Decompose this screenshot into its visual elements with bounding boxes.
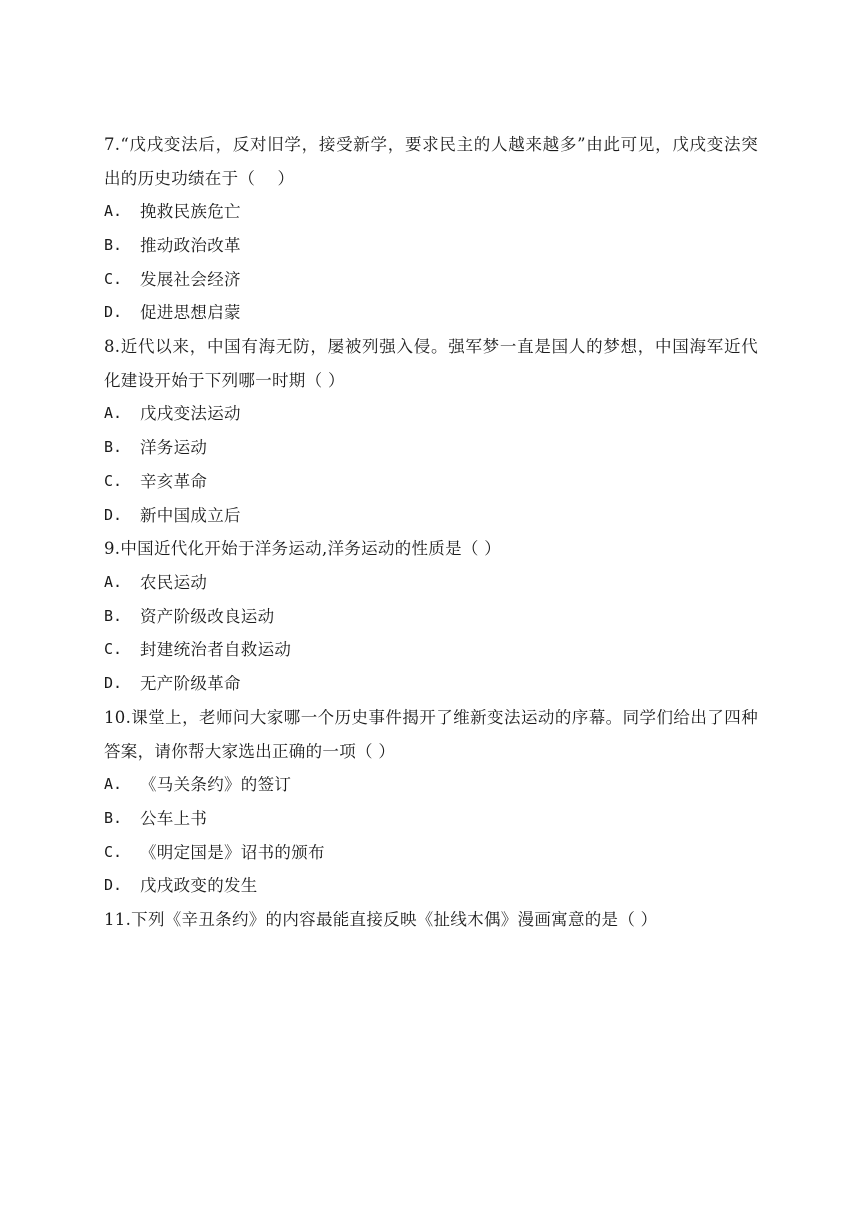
option-text: 辛亥革命 — [140, 471, 208, 491]
option-text: 公车上书 — [140, 808, 208, 828]
question-stem: 10.课堂上，老师问大家哪一个历史事件揭开了维新变法运动的序幕。同学们给出了四种答案，请你帮大家选出正确的一项（ ） — [104, 708, 758, 761]
option-letter: B. — [104, 235, 123, 254]
option-letter: C. — [104, 842, 123, 861]
option-d — [104, 499, 758, 533]
question-11 — [104, 903, 758, 937]
option-text: 新中国成立后 — [140, 505, 241, 525]
option-a — [104, 768, 758, 802]
option-text: 《马关条约》的签订 — [140, 775, 292, 795]
option-text: 戊戌变法运动 — [140, 404, 241, 424]
option-text: 封建统治者自救运动 — [140, 640, 292, 660]
option-letter: B. — [104, 437, 123, 456]
question-stem: 7.“戊戌变法后，反对旧学，接受新学，要求民主的人越来越多”由此可见，戊戌变法突出的历史功绩在于（ ） — [104, 135, 758, 188]
option-d — [104, 869, 758, 903]
question-stem: 11.下列《辛丑条约》的内容最能直接反映《扯线木偶》漫画寓意的是（ ） — [104, 910, 658, 930]
option-letter: D. — [104, 505, 123, 524]
option-letter: B. — [104, 606, 123, 625]
question-10 — [104, 701, 758, 903]
option-letter: A. — [104, 404, 123, 423]
option-d — [104, 296, 758, 330]
question-9 — [104, 532, 758, 701]
option-letter: D. — [104, 303, 123, 322]
option-text: 无产阶级革命 — [140, 674, 241, 694]
option-text: 促进思想启蒙 — [140, 303, 241, 323]
option-letter: A. — [104, 202, 123, 220]
option-d — [104, 667, 758, 701]
option-letter: A. — [104, 775, 123, 794]
option-a — [104, 397, 758, 431]
option-text: 农民运动 — [140, 572, 208, 592]
option-letter: C. — [104, 471, 123, 490]
question-8 — [104, 330, 758, 532]
question-7 — [104, 128, 758, 330]
question-list — [104, 128, 758, 937]
option-letter: B. — [104, 808, 123, 827]
option-text: 洋务运动 — [140, 437, 208, 457]
option-letter: D. — [104, 674, 123, 693]
option-b — [104, 600, 758, 634]
option-b — [104, 802, 758, 836]
option-text: 挽救民族危亡 — [140, 202, 241, 221]
option-letter: D. — [104, 876, 123, 895]
option-c — [104, 465, 758, 499]
option-a — [104, 195, 758, 229]
option-letter: A. — [104, 572, 123, 591]
option-text: 推动政治改革 — [140, 235, 241, 255]
option-letter: C. — [104, 269, 123, 288]
option-text: 《明定国是》诏书的颁布 — [140, 842, 325, 862]
option-c — [104, 633, 758, 667]
question-stem: 8.近代以来，中国有海无防，屡被列强入侵。强军梦一直是国人的梦想，中国海军近代化建设开始于下列哪一时期（ ） — [104, 337, 758, 390]
option-a — [104, 566, 758, 600]
option-text: 戊戌政变的发生 — [140, 876, 258, 896]
option-b — [104, 229, 758, 263]
option-c — [104, 263, 758, 297]
option-letter: C. — [104, 640, 123, 659]
option-b — [104, 431, 758, 465]
option-text: 发展社会经济 — [140, 269, 241, 289]
option-text: 资产阶级改良运动 — [140, 606, 275, 626]
option-c — [104, 836, 758, 870]
question-stem: 9.中国近代化开始于洋务运动,洋务运动的性质是（ ） — [104, 539, 502, 559]
